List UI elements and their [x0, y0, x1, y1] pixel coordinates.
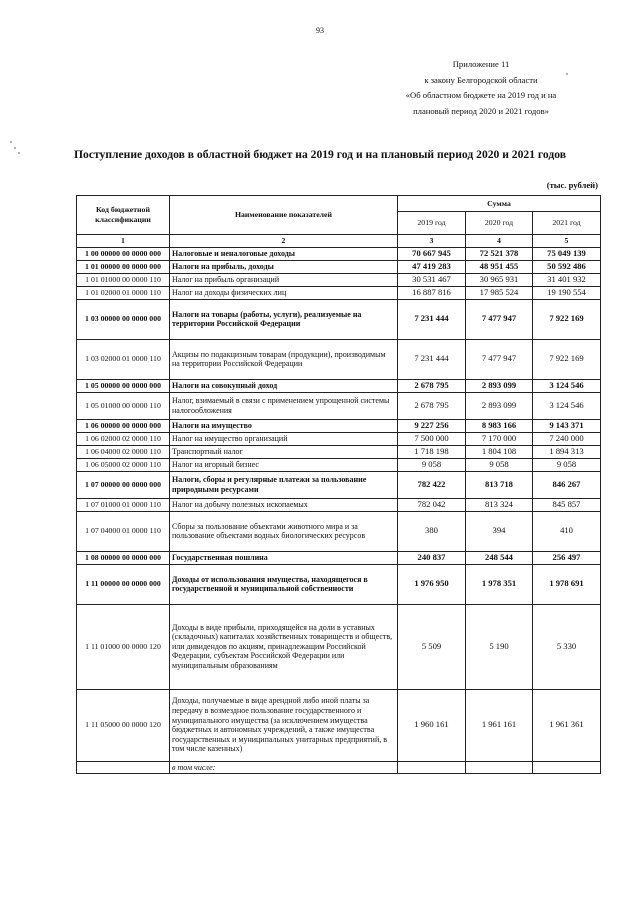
table-row	[77, 551, 601, 564]
indicator-name-cell: Сборы за пользование объектами животного мира и за пользование объектами водных биологических ресурсов	[170, 511, 398, 551]
amount-2021-cell: 3 124 546	[533, 392, 601, 419]
indicator-name-cell: Налоги на совокупный доход	[170, 379, 398, 392]
amount-2020-cell: 813 718	[466, 471, 533, 498]
amount-2019-cell: 2 678 795	[398, 379, 466, 392]
amount-2021-cell: 9 143 371	[533, 419, 601, 432]
budget-code-cell: 1 06 04000 02 0000 110	[77, 445, 170, 458]
amount-2019-cell: 782 422	[398, 471, 466, 498]
budget-code-cell	[77, 761, 170, 774]
amount-2020-cell: 9 058	[466, 458, 533, 471]
budget-code-cell: 1 07 01000 01 0000 110	[77, 498, 170, 511]
table-row	[77, 432, 601, 445]
table-row	[77, 299, 601, 339]
amount-2019-cell: 5 509	[398, 604, 466, 689]
amount-2020-cell: 2 893 099	[466, 379, 533, 392]
appendix-line-1: Приложение 11	[452, 59, 510, 69]
table-row	[77, 689, 601, 761]
appendix-line-2: к закону Белгородской области	[424, 74, 538, 85]
indicator-name-cell: Государственная пошлина	[170, 551, 398, 564]
amount-2021-cell: 9 058	[533, 458, 601, 471]
table-row	[77, 471, 601, 498]
header-year-2019: 2019 год	[398, 212, 466, 235]
amount-2020-cell: 7 477 947	[466, 339, 533, 379]
amount-2019-cell: 9 058	[398, 458, 466, 471]
amount-2021-cell: 256 497	[533, 551, 601, 564]
column-index-1: 1	[77, 235, 170, 248]
amount-2020-cell: 8 983 166	[466, 419, 533, 432]
amount-2020-cell: 5 190	[466, 604, 533, 689]
table-row	[77, 339, 601, 379]
amount-2021-cell: 7 922 169	[533, 299, 601, 339]
amount-2021-cell: 75 049 139	[533, 247, 601, 260]
amount-2019-cell: 2 678 795	[398, 392, 466, 419]
amount-2021-cell: 50 592 486	[533, 260, 601, 273]
amount-2019-cell	[398, 761, 466, 774]
scan-speck	[10, 141, 12, 143]
indicator-name-cell: Транспортный налог	[170, 445, 398, 458]
amount-2021-cell: 1 978 691	[533, 564, 601, 604]
indicator-name-cell: в том числе:	[170, 761, 398, 774]
amount-2020-cell: 813 324	[466, 498, 533, 511]
budget-code-cell: 1 00 00000 00 0000 000	[77, 247, 170, 260]
table-row	[77, 419, 601, 432]
amount-2019-cell: 9 227 256	[398, 419, 466, 432]
appendix-block	[366, 57, 596, 119]
amount-2021-cell: 1 961 361	[533, 689, 601, 761]
amount-2019-cell: 1 960 161	[398, 689, 466, 761]
scan-speck	[14, 147, 16, 149]
indicator-name-cell: Налог на добычу полезных ископаемых	[170, 498, 398, 511]
table-row	[77, 498, 601, 511]
budget-code-cell: 1 01 01000 00 0000 110	[77, 273, 170, 286]
budget-code-cell: 1 06 02000 02 0000 110	[77, 432, 170, 445]
amount-2021-cell: 19 190 554	[533, 286, 601, 299]
table-row	[77, 511, 601, 551]
table-row	[77, 247, 601, 260]
header-year-2021: 2021 год	[533, 212, 601, 235]
amount-2021-cell	[533, 761, 601, 774]
budget-code-cell: 1 11 01000 00 0000 120	[77, 604, 170, 689]
header-code: Код бюджетной классификации	[77, 196, 170, 235]
budget-table	[76, 195, 601, 774]
indicator-name-cell: Налоги на имущество	[170, 419, 398, 432]
amount-2019-cell: 380	[398, 511, 466, 551]
amount-2019-cell: 70 667 945	[398, 247, 466, 260]
table-row	[77, 286, 601, 299]
budget-code-cell: 1 11 00000 00 0000 000	[77, 564, 170, 604]
table-row	[77, 273, 601, 286]
indicator-name-cell: Доходы в виде прибыли, приходящейся на доли в уставных (складочных) капиталах хозяйственных товариществ и обществ, или дивидендов по акциям, принадлежащим Российской Федерации, субъектам Российской Федерации или муниципальным образованиям	[170, 604, 398, 689]
amount-2020-cell: 48 951 455	[466, 260, 533, 273]
page-number: 93	[316, 26, 324, 35]
indicator-name-cell: Налоги на прибыль, доходы	[170, 260, 398, 273]
table-row	[77, 564, 601, 604]
amount-2021-cell: 7 240 000	[533, 432, 601, 445]
indicator-name-cell: Доходы от использования имущества, находящегося в государственной и муниципальной собственности	[170, 564, 398, 604]
amount-2021-cell: 31 401 932	[533, 273, 601, 286]
amount-2020-cell: 1 961 161	[466, 689, 533, 761]
amount-2021-cell: 410	[533, 511, 601, 551]
amount-2019-cell: 7 231 444	[398, 339, 466, 379]
budget-code-cell: 1 01 00000 00 0000 000	[77, 260, 170, 273]
amount-2020-cell	[466, 761, 533, 774]
budget-code-cell: 1 03 00000 00 0000 000	[77, 299, 170, 339]
document-title: Поступление доходов в областной бюджет на 2019 год и на плановый период 2020 и 2021 годов	[74, 148, 566, 161]
budget-code-cell: 1 03 02000 01 0000 110	[77, 339, 170, 379]
table-row	[77, 392, 601, 419]
scan-speck	[18, 152, 20, 154]
amount-2019-cell: 30 531 467	[398, 273, 466, 286]
budget-code-cell: 1 05 00000 00 0000 000	[77, 379, 170, 392]
amount-2020-cell: 17 985 524	[466, 286, 533, 299]
amount-2019-cell: 7 231 444	[398, 299, 466, 339]
column-index-4: 4	[466, 235, 533, 248]
indicator-name-cell: Налоги, сборы и регулярные платежи за пользование природными ресурсами	[170, 471, 398, 498]
table-row	[77, 379, 601, 392]
amount-2021-cell: 3 124 546	[533, 379, 601, 392]
table-row	[77, 260, 601, 273]
units-label: (тыс. рублей)	[546, 180, 598, 190]
indicator-name-cell: Доходы, получаемые в виде арендной либо иной платы за передачу в возмездное пользование государственного и муниципального имущества (за исключением имущества бюджетных и автономных учреждений, а также имущества государственных и муниципальных унитарных предприятий, в том числе казенных)	[170, 689, 398, 761]
indicator-name-cell: Налоги на товары (работы, услуги), реализуемые на территории Российской Федерации	[170, 299, 398, 339]
amount-2021-cell: 845 857	[533, 498, 601, 511]
amount-2021-cell: 1 894 313	[533, 445, 601, 458]
indicator-name-cell: Налог на имущество организаций	[170, 432, 398, 445]
column-index-2: 2	[170, 235, 398, 248]
amount-2020-cell: 7 170 000	[466, 432, 533, 445]
header-year-2020: 2020 год	[466, 212, 533, 235]
amount-2019-cell: 1 718 198	[398, 445, 466, 458]
budget-code-cell: 1 06 00000 00 0000 000	[77, 419, 170, 432]
amount-2019-cell: 1 976 950	[398, 564, 466, 604]
table-row	[77, 761, 601, 774]
table-row	[77, 458, 601, 471]
appendix-line-3: «Об областном бюджете на 2019 год и на	[405, 90, 557, 100]
budget-code-cell: 1 05 01000 00 0000 110	[77, 392, 170, 419]
amount-2020-cell: 394	[466, 511, 533, 551]
amount-2019-cell: 47 419 283	[398, 260, 466, 273]
budget-code-cell: 1 06 05000 02 0000 110	[77, 458, 170, 471]
budget-code-cell: 1 01 02000 01 0000 110	[77, 286, 170, 299]
amount-2020-cell: 30 965 931	[466, 273, 533, 286]
indicator-name-cell: Налог, взимаемый в связи с применением упрощенной системы налогообложения	[170, 392, 398, 419]
budget-code-cell: 1 11 05000 00 0000 120	[77, 689, 170, 761]
header-name: Наименование показателей	[170, 196, 398, 235]
indicator-name-cell: Налоговые и неналоговые доходы	[170, 247, 398, 260]
budget-code-cell: 1 08 00000 00 0000 000	[77, 551, 170, 564]
column-index-5: 5	[533, 235, 601, 248]
amount-2020-cell: 248 544	[466, 551, 533, 564]
appendix-line-4: плановый период 2020 и 2021 годов»	[413, 105, 549, 116]
table-row	[77, 604, 601, 689]
table-row	[77, 445, 601, 458]
budget-code-cell: 1 07 00000 00 0000 000	[77, 471, 170, 498]
indicator-name-cell: Налог на игорный бизнес	[170, 458, 398, 471]
header-sum: Сумма	[398, 196, 601, 212]
amount-2019-cell: 16 887 816	[398, 286, 466, 299]
indicator-name-cell: Акцизы по подакцизным товарам (продукции), производимым на территории Российской Федерации	[170, 339, 398, 379]
amount-2020-cell: 72 521 378	[466, 247, 533, 260]
amount-2020-cell: 2 893 099	[466, 392, 533, 419]
amount-2019-cell: 7 500 000	[398, 432, 466, 445]
amount-2019-cell: 240 837	[398, 551, 466, 564]
scan-speck	[566, 73, 568, 75]
amount-2021-cell: 5 330	[533, 604, 601, 689]
amount-2020-cell: 1 978 351	[466, 564, 533, 604]
amount-2021-cell: 846 267	[533, 471, 601, 498]
amount-2021-cell: 7 922 169	[533, 339, 601, 379]
indicator-name-cell: Налог на прибыль организаций	[170, 273, 398, 286]
amount-2020-cell: 7 477 947	[466, 299, 533, 339]
amount-2020-cell: 1 804 108	[466, 445, 533, 458]
column-index-3: 3	[398, 235, 466, 248]
indicator-name-cell: Налог на доходы физических лиц	[170, 286, 398, 299]
budget-code-cell: 1 07 04000 01 0000 110	[77, 511, 170, 551]
amount-2019-cell: 782 042	[398, 498, 466, 511]
